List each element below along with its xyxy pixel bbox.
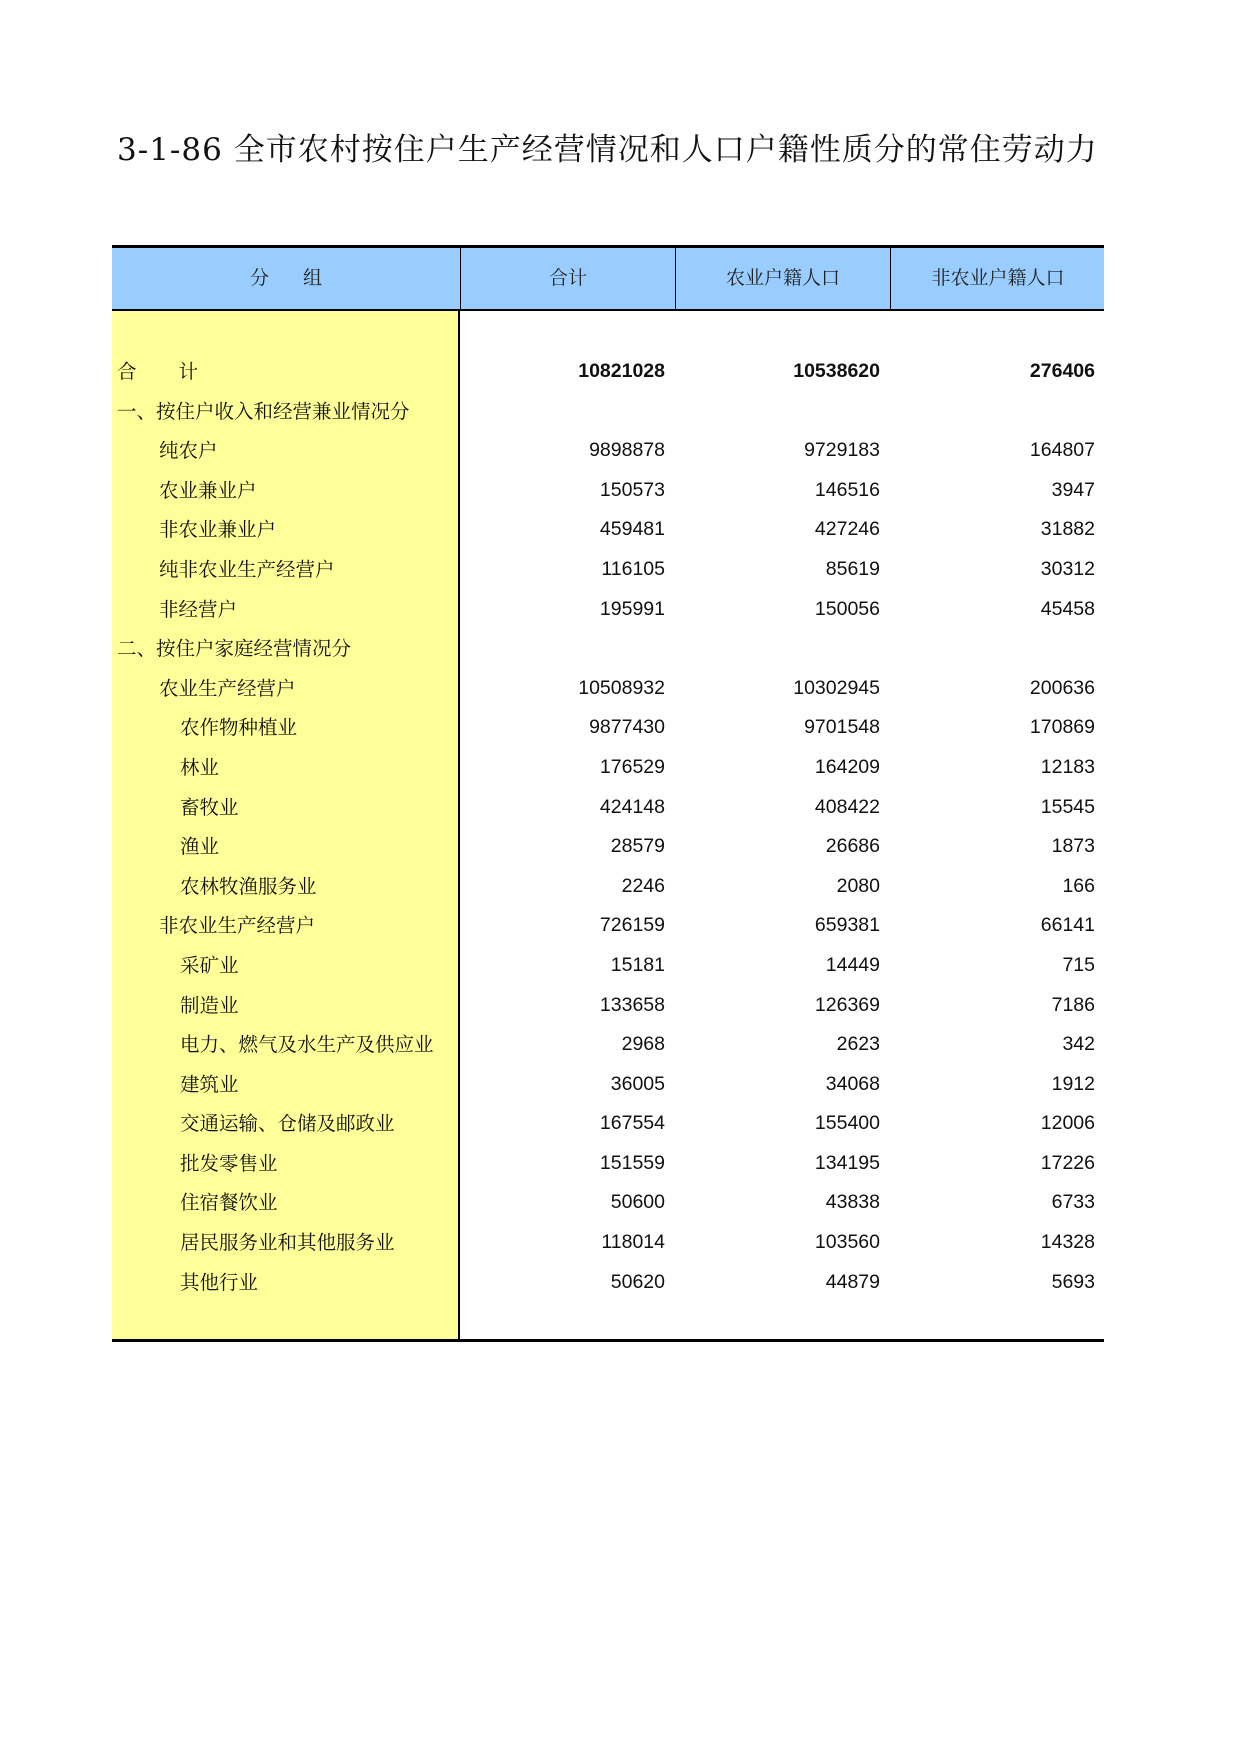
cell-agri: 2623 (836, 1033, 880, 1056)
row-label: 二、按住户家庭经营情况分 (117, 637, 352, 661)
cell-total: 9898878 (589, 439, 665, 462)
row-label: 渔业 (180, 835, 220, 859)
cell-nonagri: 12006 (1040, 1112, 1095, 1135)
table-row (112, 788, 1104, 828)
row-label: 电力、燃气及水生产及供应业 (180, 1033, 434, 1057)
cell-nonagri: 66141 (1040, 914, 1095, 937)
cell-nonagri: 164807 (1029, 439, 1095, 462)
cell-agri: 10302945 (793, 676, 880, 699)
table-row (112, 986, 1104, 1026)
cell-nonagri (890, 392, 1095, 432)
row-label: 交通运输、仓储及邮政业 (180, 1112, 395, 1136)
cell-total: 424148 (599, 795, 665, 818)
table-row (112, 827, 1104, 867)
table-row (112, 629, 1104, 669)
row-label: 批发零售业 (180, 1151, 278, 1175)
row-label: 农作物种植业 (180, 716, 298, 740)
table-row (112, 431, 1104, 471)
cell-total: 50600 (610, 1191, 665, 1214)
row-label: 住宿餐饮业 (180, 1191, 278, 1215)
row-label: 非经营户 (159, 597, 238, 621)
header-nonagri: 非农业户籍人口 (890, 248, 1104, 309)
cell-nonagri: 1912 (1051, 1072, 1095, 1095)
cell-nonagri: 342 (1062, 1033, 1095, 1056)
cell-nonagri: 200636 (1029, 676, 1095, 699)
table-row (112, 867, 1104, 907)
cell-total: 118014 (601, 1231, 665, 1254)
cell-nonagri: 170869 (1029, 716, 1095, 739)
cell-agri: 43838 (825, 1191, 880, 1214)
cell-agri: 155400 (814, 1112, 880, 1135)
cell-agri (675, 629, 880, 669)
table-bottom-rule (112, 1339, 1104, 1342)
cell-nonagri: 7186 (1051, 993, 1095, 1016)
cell-agri: 9701548 (804, 716, 880, 739)
cell-agri: 9729183 (804, 439, 880, 462)
header-total: 合计 (460, 248, 675, 309)
cell-total: 726159 (599, 914, 665, 937)
cell-total: 2968 (621, 1033, 665, 1056)
cell-total: 10821028 (578, 360, 665, 382)
row-label: 居民服务业和其他服务业 (180, 1231, 395, 1255)
cell-total: 15181 (610, 953, 665, 976)
table-row (112, 1025, 1104, 1065)
cell-total: 133658 (599, 993, 665, 1016)
cell-agri: 427246 (814, 518, 880, 541)
table-row (112, 946, 1104, 986)
row-label: 畜牧业 (180, 795, 239, 819)
cell-agri: 150056 (814, 597, 880, 620)
cell-nonagri: 45458 (1040, 597, 1095, 620)
cell-nonagri: 30312 (1040, 557, 1095, 580)
cell-nonagri: 17226 (1040, 1151, 1095, 1174)
cell-total: 2246 (621, 874, 665, 897)
row-label: 建筑业 (180, 1072, 239, 1096)
cell-nonagri: 276406 (1029, 360, 1095, 382)
table-row (112, 1104, 1104, 1144)
table-row (112, 748, 1104, 788)
table-row (112, 471, 1104, 511)
cell-agri: 164209 (814, 755, 880, 778)
cell-nonagri: 1873 (1051, 835, 1095, 858)
cell-nonagri: 15545 (1040, 795, 1095, 818)
row-label: 采矿业 (180, 953, 239, 977)
cell-total (460, 392, 665, 432)
cell-agri: 134195 (814, 1151, 880, 1174)
table-row (112, 550, 1104, 590)
cell-total (460, 629, 665, 669)
cell-agri: 85619 (825, 557, 880, 580)
table-row (112, 1065, 1104, 1105)
cell-agri: 103560 (814, 1231, 880, 1254)
cell-agri: 408422 (814, 795, 880, 818)
cell-nonagri: 14328 (1040, 1231, 1095, 1254)
table-row (112, 1144, 1104, 1184)
cell-agri: 659381 (814, 914, 880, 937)
cell-nonagri: 5693 (1051, 1270, 1095, 1293)
table-row (112, 669, 1104, 709)
row-label: 农林牧渔服务业 (180, 874, 317, 898)
cell-total: 9877430 (589, 716, 665, 739)
cell-nonagri: 166 (1062, 874, 1095, 897)
cell-nonagri: 12183 (1040, 755, 1095, 778)
cell-total: 150573 (599, 478, 665, 501)
row-label: 农业生产经营户 (159, 676, 296, 700)
cell-agri: 10538620 (793, 360, 880, 382)
row-label: 一、按住户收入和经营兼业情况分 (117, 399, 410, 423)
cell-nonagri (890, 629, 1095, 669)
table-body (112, 352, 1104, 1302)
cell-agri (675, 392, 880, 432)
table-row (112, 906, 1104, 946)
row-label: 制造业 (180, 993, 239, 1017)
cell-nonagri: 6733 (1051, 1191, 1095, 1214)
table-row (112, 352, 1104, 392)
cell-total: 28579 (610, 835, 665, 858)
row-label: 纯非农业生产经营户 (159, 557, 335, 581)
page-title: 3-1-86 全市农村按住户生产经营情况和人口户籍性质分的常住劳动力 (117, 132, 1098, 168)
table-row (112, 1223, 1104, 1263)
table-row (112, 510, 1104, 550)
cell-agri: 26686 (825, 835, 880, 858)
cell-total: 50620 (610, 1270, 665, 1293)
header-group: 分组 (249, 267, 356, 289)
cell-agri: 14449 (825, 953, 880, 976)
cell-total: 116105 (601, 557, 665, 580)
row-label: 其他行业 (180, 1270, 259, 1294)
table-row (112, 1183, 1104, 1223)
row-label: 非农业兼业户 (159, 518, 277, 542)
data-table (112, 245, 1104, 1345)
cell-nonagri: 31882 (1040, 518, 1095, 541)
cell-agri: 126369 (814, 993, 880, 1016)
cell-agri: 44879 (825, 1270, 880, 1293)
table-row (112, 590, 1104, 630)
row-label: 纯农户 (159, 439, 218, 463)
cell-nonagri: 3947 (1051, 478, 1095, 501)
table-row (112, 392, 1104, 432)
cell-total: 176529 (599, 755, 665, 778)
cell-nonagri: 715 (1062, 953, 1095, 976)
cell-total: 10508932 (578, 676, 665, 699)
row-label: 非农业生产经营户 (159, 914, 316, 938)
table-header (112, 245, 1104, 311)
table-row (112, 1263, 1104, 1303)
cell-agri: 2080 (836, 874, 880, 897)
cell-total: 167554 (599, 1112, 665, 1135)
cell-agri: 146516 (814, 478, 880, 501)
row-label: 林业 (180, 755, 220, 779)
cell-total: 36005 (610, 1072, 665, 1095)
header-agri: 农业户籍人口 (675, 248, 890, 309)
table-row (112, 708, 1104, 748)
cell-total: 151559 (599, 1151, 665, 1174)
row-label: 农业兼业户 (159, 478, 257, 502)
cell-total: 459481 (599, 518, 665, 541)
cell-total: 195991 (599, 597, 665, 620)
cell-agri: 34068 (825, 1072, 880, 1095)
row-label: 合计 (117, 360, 241, 383)
